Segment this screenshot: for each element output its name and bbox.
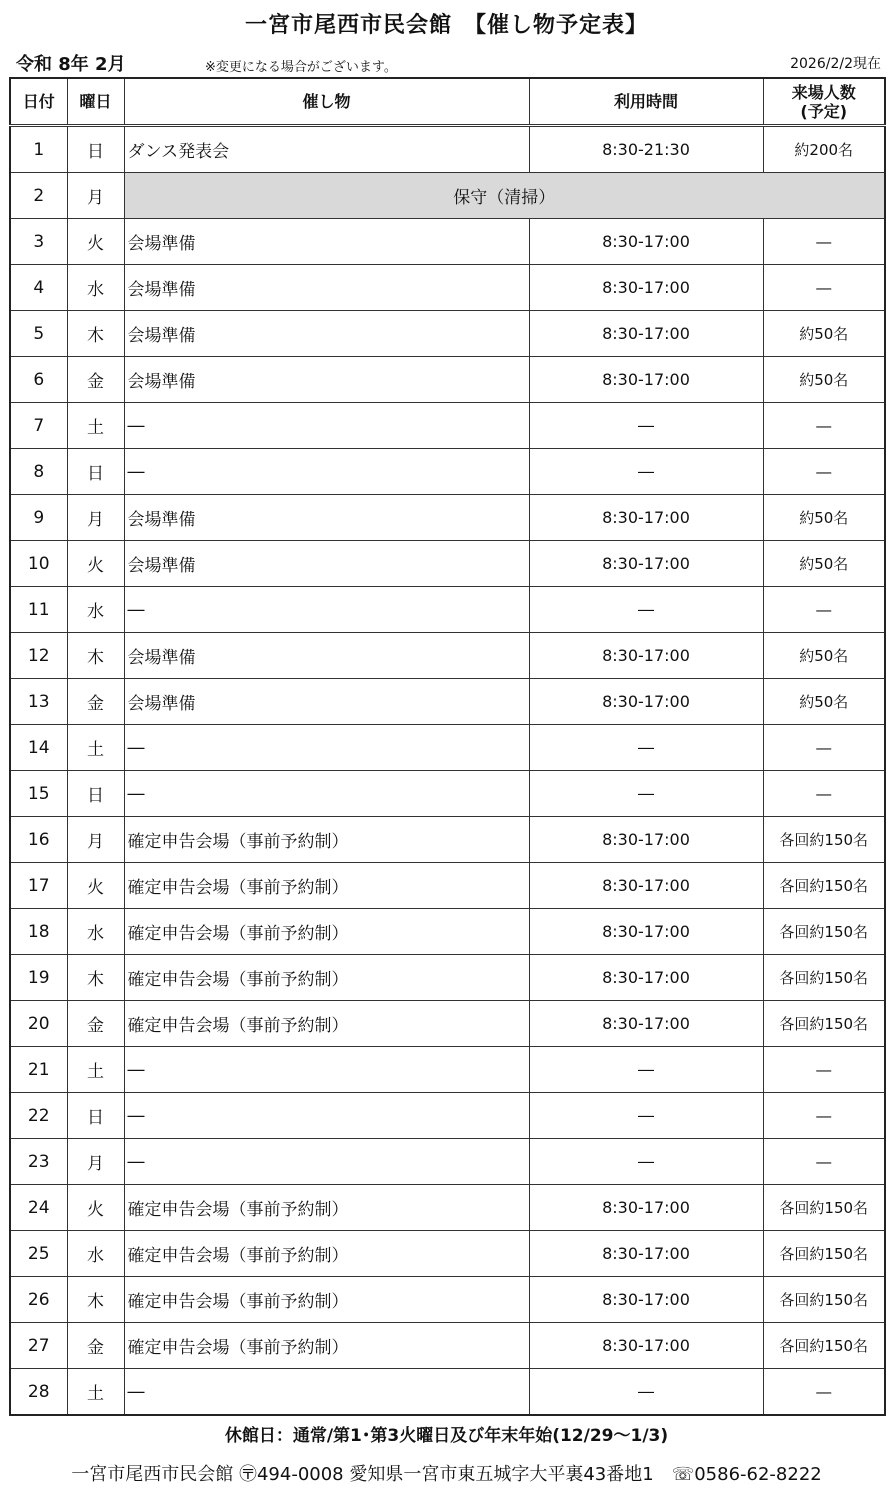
table-row: [10, 679, 885, 725]
cell-event: ―: [124, 403, 529, 449]
cell-dow: 水: [67, 909, 124, 955]
table-row: [10, 817, 885, 863]
table-row: [10, 587, 885, 633]
cell-event: 確定申告会場（事前予約制）: [124, 1231, 529, 1277]
cell-date: 26: [10, 1277, 67, 1323]
schedule-table: [9, 77, 886, 1416]
cell-count: 各回約150名: [763, 817, 885, 863]
cell-time: 8:30-17:00: [529, 955, 763, 1001]
cell-date: 24: [10, 1185, 67, 1231]
header-dow: 曜日: [67, 78, 124, 126]
table-row: [10, 449, 885, 495]
page-title: 一宮市尾西市民会館 【催し物予定表】: [244, 13, 648, 38]
cell-count: 各回約150名: [763, 863, 885, 909]
cell-dow: 火: [67, 1185, 124, 1231]
cell-dow: 金: [67, 1001, 124, 1047]
table-row: [10, 771, 885, 817]
table-row: [10, 403, 885, 449]
cell-dow: 日: [67, 126, 124, 173]
cell-count: 約200名: [763, 126, 885, 173]
cell-event: 会場準備: [124, 679, 529, 725]
cell-time: 8:30-17:00: [529, 1231, 763, 1277]
cell-event: ―: [124, 1093, 529, 1139]
cell-count: ―: [763, 1139, 885, 1185]
cell-date: 7: [10, 403, 67, 449]
header-event: 催し物: [124, 78, 529, 126]
cell-time: ―: [529, 449, 763, 495]
header-count-line2: (予定): [800, 101, 848, 121]
cell-event: ―: [124, 725, 529, 771]
cell-time: 8:30-17:00: [529, 219, 763, 265]
cell-dow: 木: [67, 1277, 124, 1323]
cell-date: 21: [10, 1047, 67, 1093]
cell-dow: 金: [67, 679, 124, 725]
footer-address: 一宮市尾西市民会館 〶494-0008 愛知県一宮市東五城字大平裏43番地1 ☏0586-62-8222: [71, 1464, 822, 1485]
cell-count: 約50名: [763, 495, 885, 541]
cell-merged-event: 保守（清掃）: [124, 173, 885, 219]
cell-dow: 火: [67, 863, 124, 909]
cell-event: 確定申告会場（事前予約制）: [124, 863, 529, 909]
cell-count: ―: [763, 265, 885, 311]
cell-time: 8:30-17:00: [529, 311, 763, 357]
cell-count: 各回約150名: [763, 1185, 885, 1231]
cell-date: 27: [10, 1323, 67, 1369]
cell-time: 8:30-17:00: [529, 863, 763, 909]
cell-event: 会場準備: [124, 265, 529, 311]
table-row: [10, 909, 885, 955]
table-row: [10, 1323, 885, 1369]
table-row: [10, 311, 885, 357]
cell-event: 会場準備: [124, 495, 529, 541]
cell-date: 9: [10, 495, 67, 541]
cell-dow: 金: [67, 357, 124, 403]
table-row: [10, 265, 885, 311]
closed-days-note: 休館日：通常/第1･第3火曜日及び年末年始(12/29～1/3): [224, 1426, 669, 1446]
cell-event: ―: [124, 587, 529, 633]
cell-dow: 日: [67, 449, 124, 495]
table-row: [10, 357, 885, 403]
cell-time: 8:30-17:00: [529, 495, 763, 541]
cell-date: 12: [10, 633, 67, 679]
cell-date: 17: [10, 863, 67, 909]
as-of-date: 2026/2/2現在: [790, 56, 881, 72]
cell-event: 確定申告会場（事前予約制）: [124, 955, 529, 1001]
cell-count: ―: [763, 449, 885, 495]
cell-event: 確定申告会場（事前予約制）: [124, 1323, 529, 1369]
cell-count: 約50名: [763, 541, 885, 587]
cell-event: 会場準備: [124, 541, 529, 587]
cell-event: 会場準備: [124, 219, 529, 265]
cell-event: 確定申告会場（事前予約制）: [124, 1185, 529, 1231]
cell-count: 約50名: [763, 357, 885, 403]
table-row: [10, 1001, 885, 1047]
cell-time: 8:30-17:00: [529, 817, 763, 863]
cell-time: ―: [529, 403, 763, 449]
cell-dow: 火: [67, 541, 124, 587]
table-row: [10, 541, 885, 587]
cell-date: 15: [10, 771, 67, 817]
cell-date: 3: [10, 219, 67, 265]
cell-dow: 水: [67, 1231, 124, 1277]
cell-count: 各回約150名: [763, 909, 885, 955]
cell-event: ―: [124, 449, 529, 495]
cell-time: 8:30-17:00: [529, 679, 763, 725]
cell-date: 10: [10, 541, 67, 587]
cell-dow: 月: [67, 173, 124, 219]
cell-dow: 土: [67, 1047, 124, 1093]
cell-date: 28: [10, 1369, 67, 1416]
cell-date: 25: [10, 1231, 67, 1277]
table-row: [10, 725, 885, 771]
cell-dow: 木: [67, 311, 124, 357]
cell-time: 8:30-17:00: [529, 633, 763, 679]
cell-date: 19: [10, 955, 67, 1001]
table-row: [10, 1369, 885, 1416]
cell-dow: 月: [67, 817, 124, 863]
cell-event: 会場準備: [124, 357, 529, 403]
cell-time: ―: [529, 1093, 763, 1139]
cell-event: ―: [124, 771, 529, 817]
table-row: [10, 219, 885, 265]
cell-count: ―: [763, 587, 885, 633]
cell-count: ―: [763, 725, 885, 771]
cell-time: 8:30-17:00: [529, 541, 763, 587]
header-count: [763, 78, 885, 126]
cell-date: 2: [10, 173, 67, 219]
table-row: [10, 1277, 885, 1323]
cell-time: 8:30-17:00: [529, 265, 763, 311]
table-row: [10, 173, 885, 219]
era-month-label: 令和 8年 2月: [16, 54, 126, 75]
cell-dow: 木: [67, 633, 124, 679]
table-row: [10, 1185, 885, 1231]
cell-time: 8:30-21:30: [529, 126, 763, 173]
change-notice: ※変更になる場合がございます。: [205, 60, 397, 75]
cell-count: ―: [763, 219, 885, 265]
table-row: [10, 955, 885, 1001]
table-row: [10, 1093, 885, 1139]
cell-count: 各回約150名: [763, 1231, 885, 1277]
cell-date: 18: [10, 909, 67, 955]
cell-count: 約50名: [763, 311, 885, 357]
cell-dow: 金: [67, 1323, 124, 1369]
schedule-rows: [10, 126, 885, 1416]
cell-time: ―: [529, 1139, 763, 1185]
cell-time: 8:30-17:00: [529, 1001, 763, 1047]
cell-dow: 月: [67, 1139, 124, 1185]
cell-count: 各回約150名: [763, 1323, 885, 1369]
cell-date: 6: [10, 357, 67, 403]
cell-time: ―: [529, 1369, 763, 1416]
cell-time: 8:30-17:00: [529, 909, 763, 955]
table-header-row: [10, 78, 885, 126]
table-row: [10, 126, 885, 173]
cell-date: 22: [10, 1093, 67, 1139]
cell-count: 約50名: [763, 633, 885, 679]
cell-count: ―: [763, 1369, 885, 1416]
cell-dow: 日: [67, 771, 124, 817]
cell-event: 確定申告会場（事前予約制）: [124, 909, 529, 955]
cell-dow: 土: [67, 403, 124, 449]
cell-event: 会場準備: [124, 633, 529, 679]
cell-dow: 土: [67, 1369, 124, 1416]
cell-time: ―: [529, 587, 763, 633]
cell-event: ―: [124, 1139, 529, 1185]
cell-dow: 土: [67, 725, 124, 771]
cell-time: ―: [529, 771, 763, 817]
cell-date: 20: [10, 1001, 67, 1047]
cell-count: ―: [763, 1093, 885, 1139]
table-row: [10, 863, 885, 909]
cell-event: 確定申告会場（事前予約制）: [124, 1277, 529, 1323]
table-row: [10, 495, 885, 541]
cell-time: 8:30-17:00: [529, 1277, 763, 1323]
cell-dow: 水: [67, 587, 124, 633]
cell-dow: 水: [67, 265, 124, 311]
cell-date: 16: [10, 817, 67, 863]
cell-event: 確定申告会場（事前予約制）: [124, 817, 529, 863]
cell-date: 13: [10, 679, 67, 725]
cell-date: 11: [10, 587, 67, 633]
table-row: [10, 1231, 885, 1277]
cell-date: 23: [10, 1139, 67, 1185]
header-date: 日付: [10, 78, 67, 126]
cell-count: ―: [763, 771, 885, 817]
cell-count: ―: [763, 403, 885, 449]
cell-count: 各回約150名: [763, 1277, 885, 1323]
cell-count: ―: [763, 1047, 885, 1093]
cell-dow: 火: [67, 219, 124, 265]
cell-dow: 日: [67, 1093, 124, 1139]
cell-time: ―: [529, 1047, 763, 1093]
cell-time: 8:30-17:00: [529, 1185, 763, 1231]
header-count-line1: 来場人数: [791, 82, 856, 102]
table-row: [10, 1139, 885, 1185]
cell-event: 会場準備: [124, 311, 529, 357]
cell-event: ―: [124, 1369, 529, 1416]
cell-dow: 月: [67, 495, 124, 541]
cell-time: 8:30-17:00: [529, 1323, 763, 1369]
cell-event: 確定申告会場（事前予約制）: [124, 1001, 529, 1047]
table-row: [10, 1047, 885, 1093]
cell-event: ダンス発表会: [124, 126, 529, 173]
cell-date: 14: [10, 725, 67, 771]
cell-date: 8: [10, 449, 67, 495]
table-row: [10, 633, 885, 679]
cell-time: ―: [529, 725, 763, 771]
cell-time: 8:30-17:00: [529, 357, 763, 403]
cell-dow: 木: [67, 955, 124, 1001]
cell-date: 5: [10, 311, 67, 357]
cell-date: 1: [10, 126, 67, 173]
header-time: 利用時間: [529, 78, 763, 126]
cell-event: ―: [124, 1047, 529, 1093]
cell-count: 各回約150名: [763, 955, 885, 1001]
cell-count: 約50名: [763, 679, 885, 725]
cell-count: 各回約150名: [763, 1001, 885, 1047]
cell-date: 4: [10, 265, 67, 311]
